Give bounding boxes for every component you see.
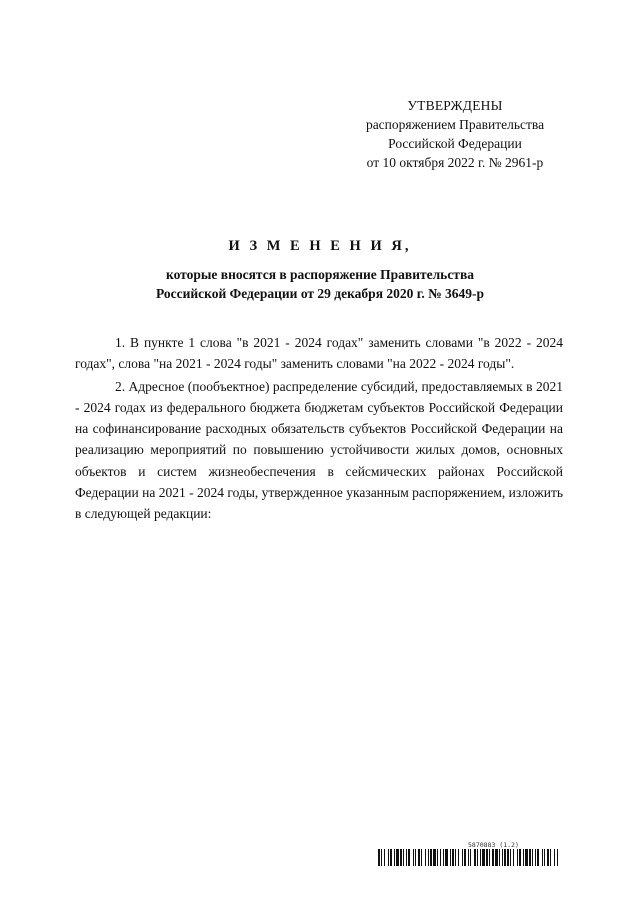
barcode-icon [378,849,559,866]
paragraph-1: 1. В пункте 1 слова "в 2021 - 2024 годах" заменить словами "в 2022 - 2024 годах", слова "на 2021 - 2024 годы" заменить словами "на 2022 - 2024 годы". [75,335,563,372]
document-subtitle [80,265,560,303]
approval-line: Российской Федерации [388,136,522,151]
document-body [75,332,563,526]
document-title: И З М Е Н Е Н И Я, [228,238,412,254]
barcode-number: 5870883 (1.2) [468,841,519,849]
approval-line: распоряжением Правительства [365,117,545,132]
subtitle-line: которые вносятся в распоряжение Правительства [166,267,474,282]
approval-block [330,96,580,172]
approval-heading: УТВЕРЖДЕНЫ [407,98,503,113]
approval-date-number: от 10 октября 2022 г. № 2961-р [366,155,544,170]
subtitle-line: Российской Федерации от 29 декабря 2020 г. № 3649-р [155,286,485,301]
paragraph-2: 2. Адресное (пообъектное) распределение субсидий, предоставляемых в 2021 - 2024 годах из федерального бюджета бюджетам субъектов Российской Федерации на софинансирование расходных обязательств субъектов Российской Федерации на реализацию мероприятий по повышению устойчивости жилых домов, основных объектов и систем жизнеобеспечения в сейсмических районах Российской Федерации на 2021 - 2024 годы, утвержденное указанным распоряжением, изложить в следующей редакции: [75,378,563,522]
